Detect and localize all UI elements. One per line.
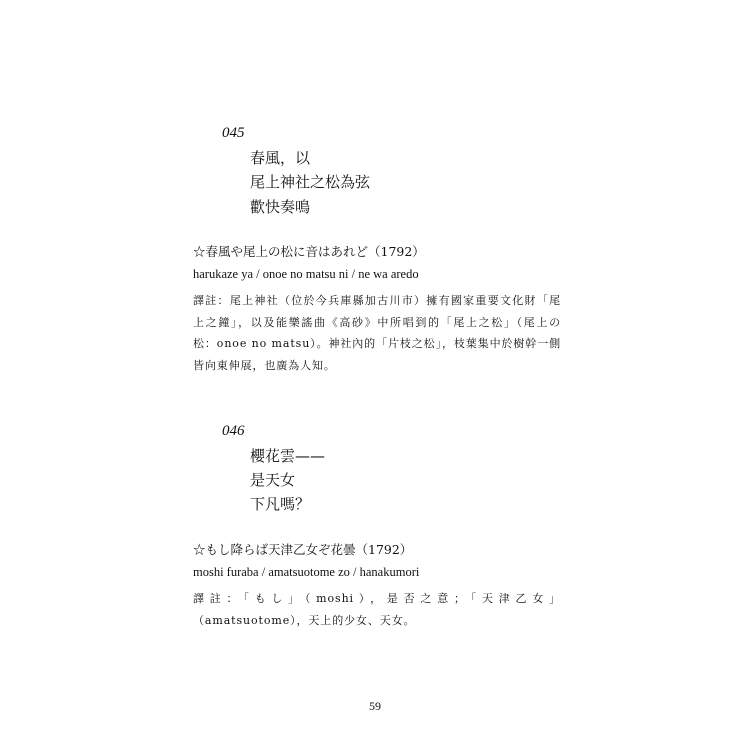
japanese-original: ☆もし降らば天津乙女ぞ花曇（1792） xyxy=(193,542,413,557)
translator-note: 譯註：「もし」（moshi），是否之意；「天津乙女」（amatsuotome），天上的少女、天女。 xyxy=(193,592,561,627)
poem-line: 下凡嗎？ xyxy=(250,495,311,513)
page-number: 59 xyxy=(369,699,381,713)
entry-number: 045 xyxy=(222,125,245,141)
poem-line: 尾上神社之松為弦 xyxy=(250,173,371,191)
poem-line: 歡快奏鳴 xyxy=(250,198,311,216)
romaji-transliteration: moshi furaba / amatsuotome zo / hanakumori xyxy=(193,565,420,579)
poem-line: 是天女 xyxy=(250,471,296,489)
entry-number: 046 xyxy=(222,423,245,439)
translator-note: 譯註：尾上神社（位於今兵庫縣加古川市）擁有國家重要文化財「尾上之鐘」，以及能樂謠曲《高砂》中所唱到的「尾上之松」（尾上の松：onoe no matsu）。神社內的「片枝之松」，枝葉集中於樹幹一側皆向東伸展，也廣為人知。 xyxy=(193,294,561,372)
poem-line: 櫻花雲—— xyxy=(250,447,326,465)
poem-line: 春風，以 xyxy=(250,149,311,167)
japanese-original: ☆春風や尾上の松に音はあれど（1792） xyxy=(193,244,425,259)
romaji-transliteration: harukaze ya / onoe no matsu ni / ne wa aredo xyxy=(193,267,419,281)
